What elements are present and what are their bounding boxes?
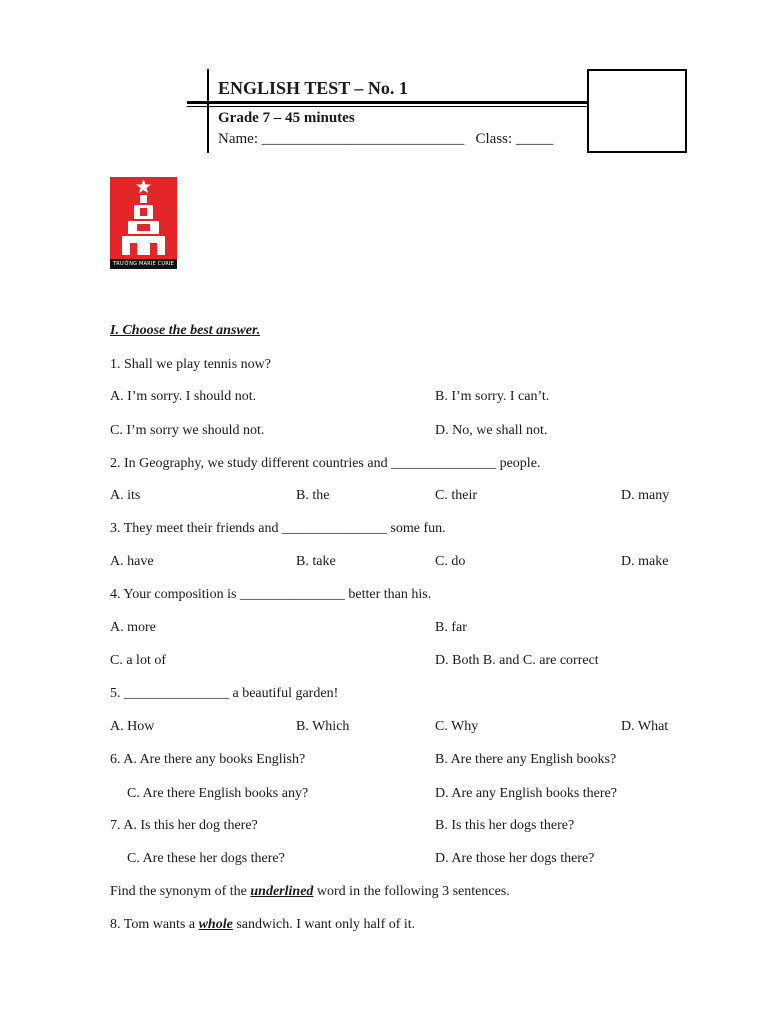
name-class-line <box>218 131 553 148</box>
q5-option-d: D. What <box>621 719 669 734</box>
synonym-instruction-post: word in the following 3 sentences. <box>313 884 510 899</box>
q4-option-c: C. a lot of <box>110 653 166 668</box>
q3-option-b: B. take <box>296 554 336 569</box>
synonym-instruction-pre: Find the synonym of the <box>110 884 251 899</box>
q3-option-d: D. make <box>621 554 669 569</box>
q2-option-d: D. many <box>621 488 670 503</box>
q4-option-d: D. Both B. and C. are correct <box>435 653 599 668</box>
q2-option-a: A. its <box>110 488 141 503</box>
question-5-stem: 5. _______________ a beautiful garden! <box>110 686 339 701</box>
q6-option-d: D. Are any English books there? <box>435 786 617 801</box>
q8-post: sandwich. I want only half of it. <box>232 917 416 932</box>
tower-logo-icon <box>110 177 177 259</box>
header-thick-rule <box>187 101 587 104</box>
q5-option-b: B. Which <box>296 719 350 734</box>
name-label: Name: <box>218 131 258 147</box>
logo-caption: TRƯỜNG MARIE CURIE <box>110 259 177 269</box>
q4-option-a: A. more <box>110 620 156 635</box>
q1-option-c: C. I’m sorry we should not. <box>110 423 265 438</box>
synonym-instruction-emph: underlined <box>250 884 314 899</box>
question-2-stem: 2. In Geography, we study different countries and _______________ people. <box>110 456 541 471</box>
question-1-stem: 1. Shall we play tennis now? <box>110 357 271 372</box>
q5-option-c: C. Why <box>435 719 479 734</box>
q1-option-d: D. No, we shall not. <box>435 423 548 438</box>
question-4-stem: 4. Your composition is _______________ better than his. <box>110 587 432 602</box>
class-blank: _____ <box>515 131 554 147</box>
q7-option-a: 7. A. Is this her dog there? <box>110 818 258 833</box>
q8-emph: whole <box>198 917 233 932</box>
q7-option-d: D. Are those her dogs there? <box>435 851 595 866</box>
q5-option-a: A. How <box>110 719 155 734</box>
name-blank: ___________________________ <box>261 131 465 147</box>
q1-option-a: A. I’m sorry. I should not. <box>110 389 257 404</box>
q4-option-b: B. far <box>435 620 467 635</box>
grade-duration: Grade 7 – 45 minutes <box>218 110 355 126</box>
q6-option-c: C. Are there English books any? <box>127 786 309 801</box>
q1-option-b: B. I’m sorry. I can’t. <box>435 389 550 404</box>
q7-option-c: C. Are these her dogs there? <box>127 851 285 866</box>
school-logo <box>110 177 177 269</box>
class-label: Class: <box>475 131 513 147</box>
header-thin-rule <box>187 106 587 107</box>
q7-option-b: B. Is this her dogs there? <box>435 818 575 833</box>
q2-option-c: C. their <box>435 488 477 503</box>
q6-option-b: B. Are there any English books? <box>435 752 617 767</box>
question-8-stem <box>110 916 415 934</box>
synonym-instruction <box>110 883 510 901</box>
q2-option-b: B. the <box>296 488 330 503</box>
q3-option-a: A. have <box>110 554 154 569</box>
header-left-rule <box>207 69 209 153</box>
q8-pre: 8. Tom wants a <box>110 917 199 932</box>
section-title: I. Choose the best answer. <box>110 323 261 338</box>
q6-option-a: 6. A. Are there any books English? <box>110 752 306 767</box>
question-3-stem: 3. They meet their friends and _______________ some fun. <box>110 521 446 536</box>
test-title: ENGLISH TEST – No. 1 <box>218 78 408 98</box>
q3-option-c: C. do <box>435 554 466 569</box>
score-box <box>587 69 687 153</box>
